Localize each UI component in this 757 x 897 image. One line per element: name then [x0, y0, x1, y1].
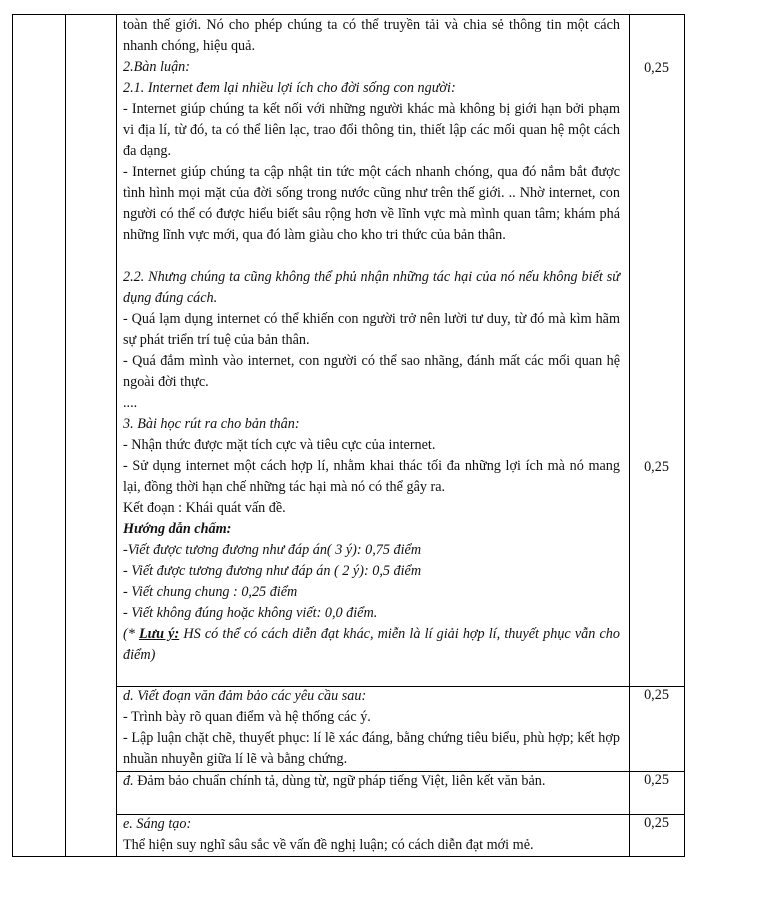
- content-line: 2.1. Internet đem lại nhiều lợi ích cho đời sống con người:: [123, 80, 456, 96]
- blank-line: [123, 246, 620, 267]
- section-dd-text: Đảm bảo chuẩn chính tả, dùng từ, ngữ pháp tiếng Việt, liên kết văn bản.: [133, 773, 546, 789]
- score-discussion: 0,25: [644, 60, 669, 76]
- content-line: Hướng dẫn chấm:: [123, 521, 232, 537]
- content-line: 2.Bàn luận:: [123, 59, 190, 75]
- score-lesson: 0,25: [644, 459, 669, 475]
- content-line: 2.2. Nhưng chúng ta cũng không thể phủ nhận những tác hại của nó nếu không biết sử dụng đúng cách.: [123, 269, 620, 306]
- section-d-line: - Lập luận chặt chẽ, thuyết phục: lí lẽ xác đáng, bằng chứng tiêu biểu, phù hợp; kết hợp nhuần nhuyễn giữa lí lẽ và bằng chứng.: [123, 730, 620, 767]
- section-d-title: d. Viết đoạn văn đảm bảo các yêu cầu sau:: [123, 688, 367, 704]
- content-cell-discussion: [123, 15, 620, 666]
- section-e-title: e. Sáng tạo:: [123, 816, 192, 832]
- content-line: - Sử dụng internet một cách hợp lí, nhằm khai thác tối đa những lợi ích mà nó mang lại, đồng thời hạn chế những tác hại mà nó có thể gây ra.: [123, 458, 620, 495]
- score-e: 0,25: [644, 815, 669, 831]
- section-e-text: Thể hiện suy nghĩ sâu sắc về vấn đề nghị luận; có cách diễn đạt mới mẻ.: [123, 837, 534, 853]
- content-line: - Viết được tương đương như đáp án ( 2 ý): 0,5 điểm: [123, 563, 422, 579]
- content-cell-e: [123, 814, 620, 856]
- column-divider-2: [116, 14, 117, 857]
- content-line: - Quá lạm dụng internet có thể khiến con người trở nên lười tư duy, từ đó mà kìm hãm sự phát triển trí tuệ của bản thân.: [123, 311, 620, 348]
- column-divider-1: [65, 14, 66, 857]
- content-line: - Viết chung chung : 0,25 điểm: [123, 584, 298, 600]
- column-divider-3: [629, 14, 630, 857]
- table-border-right: [684, 14, 685, 857]
- content-line: - Viết không đúng hoặc không viết: 0,0 điểm.: [123, 605, 378, 621]
- table-border-bottom: [12, 856, 684, 857]
- content-line: - Quá đắm mình vào internet, con người có thể sao nhãng, đánh mất các mối quan hệ ngoài đời thực.: [123, 353, 620, 390]
- content-line: 3. Bài học rút ra cho bản thân:: [123, 416, 300, 432]
- section-d-line: - Trình bày rõ quan điểm và hệ thống các ý.: [123, 709, 371, 725]
- content-line: Kết đoạn : Khái quát vấn đề.: [123, 500, 286, 516]
- content-line: ....: [123, 395, 138, 411]
- note-label: Lưu ý:: [138, 626, 180, 642]
- section-dd-title: đ.: [123, 773, 134, 789]
- grading-note: [123, 624, 620, 666]
- score-dd: 0,25: [644, 772, 669, 788]
- content-line: - Nhận thức được mặt tích cực và tiêu cực của internet.: [123, 437, 436, 453]
- content-line: toàn thế giới. Nó cho phép chúng ta có thể truyền tải và chia sẻ thông tin một cách nhanh chóng, hiệu quả.: [123, 17, 620, 54]
- note-prefix: (*: [123, 626, 139, 642]
- content-line: - Internet giúp chúng ta kết nối với những người khác mà không bị giới hạn bởi phạm vi địa lí, từ đó, ta có thể liên lạc, trao đổi thông tin, thiết lập các mối quan hệ một cách đa dạng.: [123, 101, 620, 159]
- content-cell-d: [123, 686, 620, 770]
- score-d: 0,25: [644, 687, 669, 703]
- content-line: -Viết được tương đương như đáp án( 3 ý): 0,75 điểm: [123, 542, 422, 558]
- content-line: - Internet giúp chúng ta cập nhật tin tức một cách nhanh chóng, qua đó nắm bắt được tình hình mọi mặt của đời sống trong nước cũng như trên thế giới. .. Nhờ internet, con người có thể có được hiểu biết sâu rộng hơn về lĩnh vực mà mình quan tâm; khám phá những lĩnh vực mới, qua đó làm giàu cho kho tri thức của bản thân.: [123, 164, 620, 243]
- note-text: HS có thể có cách diễn đạt khác, miễn là lí giải hợp lí, thuyết phục vẫn cho điểm): [123, 626, 620, 663]
- content-cell-dd: [123, 771, 620, 792]
- table-border-left: [12, 14, 13, 857]
- answer-table: [12, 14, 684, 857]
